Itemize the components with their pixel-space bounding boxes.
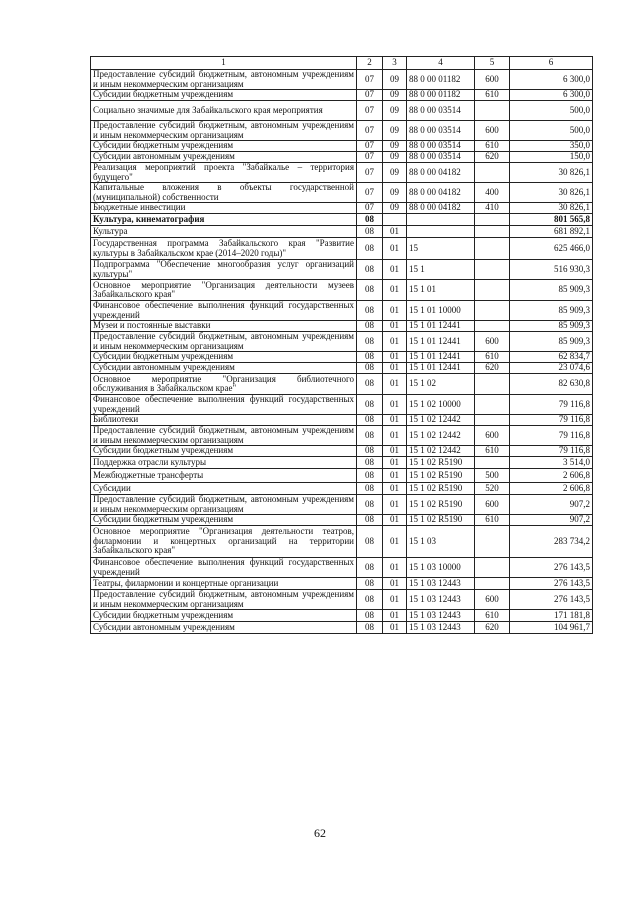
row-name: Предоставление субсидий бюджетным, автономным учреждениям и иным некоммерческим организациям [91,70,357,90]
column-header-6: 6 [510,57,593,70]
table-row [91,426,593,446]
row-amount: 6 300,0 [510,70,593,90]
table-row [91,446,593,457]
row-expense-type [475,163,510,183]
row-amount: 2 606,8 [510,469,593,483]
row-section: 08 [357,610,383,622]
column-header-5: 5 [475,57,510,70]
row-expense-type [475,214,510,226]
row-target-article: 88 0 00 01182 [407,70,475,90]
row-target-article: 15 1 02 12442 [407,415,475,426]
row-subsection: 01 [383,495,407,515]
row-expense-type: 520 [475,483,510,495]
row-section: 07 [357,203,383,214]
row-amount: 283 734,2 [510,526,593,558]
row-amount: 85 909,3 [510,301,593,321]
row-expense-type: 620 [475,363,510,374]
row-name: Культура, кинематография [91,214,357,226]
row-name: Капитальные вложения в объекты государственной (муниципальной) собственности [91,183,357,203]
row-expense-type: 600 [475,426,510,446]
row-name: Социально значимые для Забайкальского края мероприятия [91,101,357,121]
row-section: 08 [357,446,383,457]
row-target-article: 15 1 01 12441 [407,352,475,363]
row-subsection: 09 [383,90,407,101]
row-name: Театры, филармонии и концертные организации [91,578,357,590]
row-name: Субсидии бюджетным учреждениям [91,352,357,363]
row-target-article: 15 1 02 [407,374,475,395]
row-target-article: 88 0 00 03514 [407,121,475,141]
row-name: Основное мероприятие "Организация деятельности музеев Забайкальского края" [91,280,357,301]
row-name: Предоставление субсидий бюджетным, автономным учреждениям и иным некоммерческим организациям [91,590,357,610]
row-amount: 30 826,1 [510,183,593,203]
row-name: Субсидии [91,483,357,495]
row-name: Субсидии автономным учреждениям [91,152,357,163]
row-expense-type: 610 [475,515,510,526]
table-row [91,121,593,141]
table-row [91,558,593,578]
row-amount: 171 181,8 [510,610,593,622]
row-expense-type: 500 [475,469,510,483]
row-amount: 276 143,5 [510,578,593,590]
row-target-article [407,226,475,238]
row-section: 08 [357,622,383,634]
row-expense-type [475,238,510,260]
row-section: 07 [357,183,383,203]
row-expense-type [475,374,510,395]
row-target-article: 15 1 02 R5190 [407,495,475,515]
row-name: Межбюджетные трансферты [91,469,357,483]
table-row [91,374,593,395]
row-subsection: 01 [383,332,407,352]
row-expense-type [475,526,510,558]
table-row [91,395,593,415]
row-subsection: 01 [383,226,407,238]
table-row [91,260,593,280]
row-name: Культура [91,226,357,238]
row-section: 08 [357,558,383,578]
table-row [91,590,593,610]
row-expense-type [475,578,510,590]
row-subsection: 01 [383,301,407,321]
row-amount: 276 143,5 [510,558,593,578]
table-row [91,152,593,163]
row-target-article: 15 1 03 12443 [407,590,475,610]
table-row [91,352,593,363]
row-subsection: 01 [383,610,407,622]
row-expense-type [475,226,510,238]
row-name: Субсидии бюджетным учреждениям [91,90,357,101]
row-amount: 85 909,3 [510,332,593,352]
row-section: 08 [357,214,383,226]
row-section: 08 [357,483,383,495]
row-subsection: 01 [383,515,407,526]
table-row [91,214,593,226]
row-subsection: 01 [383,590,407,610]
row-section: 07 [357,152,383,163]
row-amount: 2 606,8 [510,483,593,495]
row-expense-type [475,558,510,578]
row-target-article: 15 1 03 12443 [407,610,475,622]
row-subsection: 01 [383,352,407,363]
row-expense-type: 600 [475,590,510,610]
row-section: 07 [357,101,383,121]
row-subsection: 01 [383,483,407,495]
row-subsection: 01 [383,280,407,301]
row-subsection: 01 [383,321,407,332]
row-section: 08 [357,332,383,352]
row-name: Музеи и постоянные выставки [91,321,357,332]
row-target-article: 88 0 00 04182 [407,163,475,183]
row-target-article: 88 0 00 04182 [407,203,475,214]
row-target-article: 15 1 02 R5190 [407,515,475,526]
row-subsection: 01 [383,457,407,469]
row-section: 08 [357,280,383,301]
row-name: Субсидии автономным учреждениям [91,622,357,634]
row-expense-type: 600 [475,70,510,90]
row-amount: 79 116,8 [510,395,593,415]
row-expense-type [475,321,510,332]
table-row [91,469,593,483]
row-name: Бюджетные инвестиции [91,203,357,214]
row-name: Предоставление субсидий бюджетным, автономным учреждениям и иным некоммерческим организациям [91,426,357,446]
table-row [91,238,593,260]
row-subsection: 01 [383,469,407,483]
row-subsection: 01 [383,446,407,457]
row-amount: 907,2 [510,495,593,515]
row-amount: 681 892,1 [510,226,593,238]
row-expense-type: 610 [475,90,510,101]
row-section: 07 [357,163,383,183]
row-amount: 801 565,8 [510,214,593,226]
table-row [91,203,593,214]
row-subsection [383,214,407,226]
row-section: 08 [357,495,383,515]
row-subsection: 01 [383,415,407,426]
row-target-article: 15 1 01 [407,280,475,301]
row-expense-type: 620 [475,622,510,634]
table-row [91,141,593,152]
row-name: Финансовое обеспечение выполнения функций государственных учреждений [91,301,357,321]
row-name: Поддержка отрасли культуры [91,457,357,469]
row-expense-type [475,457,510,469]
row-section: 08 [357,260,383,280]
row-section: 08 [357,238,383,260]
row-amount: 516 930,3 [510,260,593,280]
row-name: Финансовое обеспечение выполнения функций государственных учреждений [91,395,357,415]
table-row [91,457,593,469]
row-section: 07 [357,121,383,141]
table-row [91,363,593,374]
row-target-article: 15 1 03 12443 [407,578,475,590]
row-target-article: 88 0 00 03514 [407,152,475,163]
row-section: 08 [357,457,383,469]
row-name: Предоставление субсидий бюджетным, автономным учреждениям и иным некоммерческим организациям [91,495,357,515]
row-expense-type: 600 [475,121,510,141]
column-header-2: 2 [357,57,383,70]
row-amount: 150,0 [510,152,593,163]
row-amount: 23 074,6 [510,363,593,374]
row-amount: 104 961,7 [510,622,593,634]
table-row [91,578,593,590]
row-section: 07 [357,90,383,101]
row-amount: 85 909,3 [510,321,593,332]
row-subsection: 01 [383,526,407,558]
row-name: Субсидии бюджетным учреждениям [91,610,357,622]
table-row [91,301,593,321]
row-subsection: 01 [383,558,407,578]
row-expense-type: 620 [475,152,510,163]
row-amount: 907,2 [510,515,593,526]
row-section: 07 [357,70,383,90]
row-subsection: 09 [383,152,407,163]
row-amount: 500,0 [510,121,593,141]
row-amount: 30 826,1 [510,203,593,214]
row-subsection: 01 [383,395,407,415]
row-section: 08 [357,321,383,332]
page-number: 62 [314,826,326,840]
row-subsection: 01 [383,622,407,634]
row-subsection: 01 [383,578,407,590]
row-section: 08 [357,426,383,446]
row-target-article: 15 1 02 10000 [407,395,475,415]
row-target-article: 88 0 00 04182 [407,183,475,203]
row-subsection: 09 [383,203,407,214]
row-expense-type: 410 [475,203,510,214]
row-target-article: 15 1 02 R5190 [407,483,475,495]
row-amount: 79 116,8 [510,426,593,446]
row-name: Основное мероприятие "Организация деятельности театров, филармонии и концертных организаций на территории Забайкальского края" [91,526,357,558]
column-header-3: 3 [383,57,407,70]
row-amount: 85 909,3 [510,280,593,301]
table-row [91,610,593,622]
row-expense-type: 610 [475,610,510,622]
row-expense-type: 400 [475,183,510,203]
table-row [91,90,593,101]
row-amount: 276 143,5 [510,590,593,610]
row-subsection: 09 [383,183,407,203]
row-amount: 6 300,0 [510,90,593,101]
row-name: Реализация мероприятий проекта "Забайкалье – территория будущего" [91,163,357,183]
column-header-1: 1 [91,57,357,70]
row-amount: 3 514,0 [510,457,593,469]
table-row [91,70,593,90]
row-name: Библиотеки [91,415,357,426]
row-expense-type [475,260,510,280]
row-target-article: 15 1 02 R5190 [407,457,475,469]
table-row [91,226,593,238]
row-subsection: 01 [383,260,407,280]
column-header-4: 4 [407,57,475,70]
row-section: 08 [357,352,383,363]
row-expense-type: 610 [475,141,510,152]
table-row [91,280,593,301]
row-section: 08 [357,363,383,374]
row-section: 08 [357,590,383,610]
row-section: 08 [357,526,383,558]
row-section: 08 [357,515,383,526]
row-name: Субсидии бюджетным учреждениям [91,446,357,457]
row-name: Подпрограмма "Обеспечение многообразия услуг организаций культуры" [91,260,357,280]
row-section: 08 [357,374,383,395]
row-target-article: 15 1 03 [407,526,475,558]
row-target-article: 15 1 01 12441 [407,363,475,374]
row-subsection: 09 [383,101,407,121]
row-amount: 79 116,8 [510,446,593,457]
row-amount: 82 630,8 [510,374,593,395]
row-section: 08 [357,415,383,426]
row-name: Субсидии бюджетным учреждениям [91,515,357,526]
row-expense-type: 610 [475,446,510,457]
row-section: 08 [357,301,383,321]
row-target-article [407,214,475,226]
row-section: 08 [357,226,383,238]
row-expense-type [475,280,510,301]
table-row [91,495,593,515]
row-subsection: 01 [383,238,407,260]
row-section: 08 [357,578,383,590]
table-row [91,526,593,558]
row-subsection: 09 [383,70,407,90]
table-row [91,321,593,332]
row-name: Субсидии автономным учреждениям [91,363,357,374]
table-body [91,70,593,634]
row-amount: 30 826,1 [510,163,593,183]
row-subsection: 01 [383,363,407,374]
row-amount: 350,0 [510,141,593,152]
table-row [91,415,593,426]
row-name: Финансовое обеспечение выполнения функций государственных учреждений [91,558,357,578]
row-target-article: 15 1 01 12441 [407,332,475,352]
row-amount: 500,0 [510,101,593,121]
row-target-article: 15 1 03 12443 [407,622,475,634]
row-target-article: 15 [407,238,475,260]
row-expense-type: 610 [475,352,510,363]
table-row [91,101,593,121]
row-target-article: 15 1 01 10000 [407,301,475,321]
row-target-article: 15 1 02 12442 [407,446,475,457]
row-target-article: 15 1 02 12442 [407,426,475,446]
table-row [91,183,593,203]
row-expense-type [475,415,510,426]
row-target-article: 15 1 02 R5190 [407,469,475,483]
row-expense-type [475,101,510,121]
row-expense-type [475,395,510,415]
table-row [91,163,593,183]
row-target-article: 15 1 03 10000 [407,558,475,578]
row-name: Основное мероприятие "Организация библиотечного обслуживания в Забайкальском крае" [91,374,357,395]
row-amount: 62 834,7 [510,352,593,363]
row-amount: 79 116,8 [510,415,593,426]
row-amount: 625 466,0 [510,238,593,260]
row-subsection: 09 [383,141,407,152]
table-row [91,515,593,526]
table-row [91,483,593,495]
row-expense-type: 600 [475,495,510,515]
row-expense-type [475,301,510,321]
row-subsection: 01 [383,374,407,395]
row-target-article: 15 1 01 12441 [407,321,475,332]
row-target-article: 88 0 00 03514 [407,101,475,121]
row-subsection: 09 [383,163,407,183]
row-name: Предоставление субсидий бюджетным, автономным учреждениям и иным некоммерческим организациям [91,332,357,352]
row-name: Субсидии бюджетным учреждениям [91,141,357,152]
budget-table [90,56,593,634]
table-row [91,622,593,634]
row-name: Государственная программа Забайкальского края "Развитие культуры в Забайкальском крае (2014–2020 годы)" [91,238,357,260]
row-section: 08 [357,469,383,483]
row-subsection: 01 [383,426,407,446]
row-target-article: 88 0 00 03514 [407,141,475,152]
table-row [91,332,593,352]
table-header-row [91,57,593,70]
row-target-article: 88 0 00 01182 [407,90,475,101]
row-target-article: 15 1 [407,260,475,280]
row-expense-type: 600 [475,332,510,352]
row-subsection: 09 [383,121,407,141]
row-section: 08 [357,395,383,415]
row-section: 07 [357,141,383,152]
row-name: Предоставление субсидий бюджетным, автономным учреждениям и иным некоммерческим организациям [91,121,357,141]
